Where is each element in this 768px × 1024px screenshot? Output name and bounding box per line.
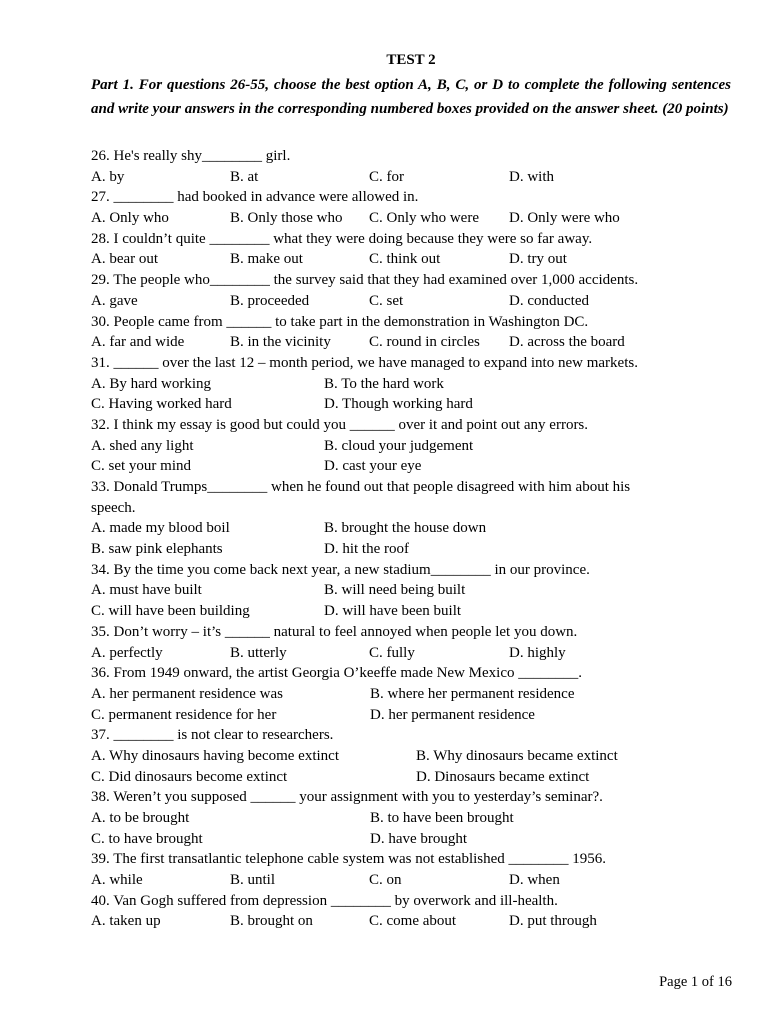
answer-option: D. put through (509, 913, 597, 930)
question-list (91, 146, 741, 932)
question-text: 30. People came from ______ to take part in the demonstration in Washington DC. (91, 313, 589, 330)
answer-option: C. to have brought (91, 830, 203, 847)
question-text: 33. Donald Trumps________ when he found out that people disagreed with him about his (91, 479, 631, 495)
answer-option: D. will have been built (324, 603, 462, 620)
answer-option: A. By hard working (91, 375, 211, 392)
answer-option: D. highly (509, 644, 566, 661)
answer-option: D. try out (509, 251, 567, 268)
answer-option: A. gave (91, 292, 138, 309)
answer-option: B. where her permanent residence (370, 685, 575, 702)
answer-option: C. Having worked hard (91, 396, 232, 413)
answer-option: A. far and wide (91, 334, 185, 351)
answer-option: B. make out (230, 251, 303, 268)
question-text: 27. ________ had booked in advance were allowed in. (91, 189, 419, 206)
question-stem-continued (91, 498, 741, 519)
options-row (91, 539, 741, 560)
question-text: 36. From 1949 onward, the artist Georgia O’keeffe made New Mexico ________. (91, 665, 582, 682)
options-row (91, 249, 741, 270)
question-text: 38. Weren’t you supposed ______ your assignment with you to yesterday’s seminar?. (91, 789, 603, 806)
answer-option: D. Though working hard (324, 396, 473, 413)
options-row (91, 374, 741, 395)
question-text: 39. The first transatlantic telephone cable system was not established ________ 1956. (91, 851, 607, 868)
question-text: 29. The people who________ the survey said that they had examined over 1,000 accidents. (91, 272, 639, 289)
options-row (91, 436, 741, 457)
answer-option: D. across the board (509, 334, 625, 351)
answer-option: B. cloud your judgement (324, 437, 474, 454)
answer-option: A. bear out (91, 251, 159, 268)
question-text: 32. I think my essay is good but could you ______ over it and point out any errors. (91, 416, 589, 433)
options-row (91, 808, 741, 829)
answer-option: B. proceeded (230, 292, 310, 309)
question-stem (91, 622, 741, 643)
question-text: speech. (91, 499, 136, 516)
answer-option: C. permanent residence for her (91, 706, 277, 723)
answer-option: C. fully (369, 644, 415, 661)
options-row (91, 643, 741, 664)
answer-option: A. taken up (91, 913, 161, 930)
answer-option: A. Why dinosaurs having become extinct (91, 747, 339, 764)
answer-option: B. Why dinosaurs became extinct (416, 747, 618, 764)
answer-option: D. have brought (370, 830, 468, 847)
answer-option: A. made my blood boil (91, 520, 230, 537)
answer-option: B. at (230, 168, 259, 185)
question-text: 26. He's really shy________ girl. (91, 148, 291, 164)
options-row (91, 705, 741, 726)
options-row (91, 167, 741, 188)
question-stem (91, 415, 741, 436)
question-text: 37. ________ is not clear to researchers. (91, 727, 334, 744)
answer-option: C. Did dinosaurs become extinct (91, 768, 288, 785)
answer-option: C. set your mind (91, 458, 191, 475)
question-stem (91, 270, 741, 291)
question-stem (91, 663, 741, 684)
options-row (91, 208, 741, 229)
test-title: TEST 2 (386, 52, 436, 68)
options-row (91, 456, 741, 477)
question-stem (91, 891, 741, 912)
options-row (91, 870, 741, 891)
options-row (91, 911, 741, 932)
answer-option: C. round in circles (369, 334, 480, 351)
answer-option: C. for (369, 168, 404, 185)
answer-option: B. will need being built (324, 582, 466, 599)
answer-option: C. will have been building (91, 603, 250, 620)
question-text: 40. Van Gogh suffered from depression ________ by overwork and ill-health. (91, 892, 558, 909)
options-row (91, 601, 741, 622)
answer-option: A. to be brought (91, 810, 190, 826)
question-stem (91, 353, 741, 374)
question-stem (91, 560, 741, 581)
answer-option: A. perfectly (91, 644, 163, 661)
answer-option: D. Dinosaurs became extinct (416, 768, 590, 785)
options-row (91, 332, 741, 353)
question-stem (91, 146, 741, 167)
options-row (91, 767, 741, 788)
answer-option: B. utterly (230, 644, 287, 661)
options-row (91, 829, 741, 850)
question-stem (91, 849, 741, 870)
answer-option: B. in the vicinity (230, 334, 331, 351)
page-number: Page 1 of 16 (659, 974, 732, 990)
answer-option: D. with (509, 168, 554, 185)
answer-option: C. Only who were (369, 210, 479, 227)
answer-option: D. cast your eye (324, 458, 422, 475)
options-row (91, 684, 741, 705)
question-text: 28. I couldn’t quite ________ what they were doing because they were so far away. (91, 230, 593, 247)
answer-option: B. to have been brought (370, 810, 514, 826)
question-stem (91, 229, 741, 250)
answer-option: A. shed any light (91, 437, 194, 454)
answer-option: C. come about (369, 913, 457, 930)
answer-option: B. brought the house down (324, 520, 487, 537)
options-row (91, 746, 741, 767)
answer-option: A. Only who (91, 210, 169, 227)
answer-option: C. set (369, 292, 404, 309)
answer-option: A. while (91, 872, 143, 889)
answer-option: B. Only those who (230, 210, 343, 227)
question-text: 31. ______ over the last 12 – month period, we have managed to expand into new markets. (91, 354, 638, 371)
answer-option: A. must have built (91, 582, 202, 599)
answer-option: C. think out (369, 251, 441, 268)
options-row (91, 580, 741, 601)
options-row (91, 518, 741, 539)
question-text: 35. Don’t worry – it’s ______ natural to feel annoyed when people let you down. (91, 623, 578, 640)
options-row (91, 291, 741, 312)
answer-option: C. on (369, 872, 402, 889)
answer-option: D. conducted (509, 292, 589, 309)
answer-option: B. To the hard work (324, 375, 444, 392)
answer-option: A. her permanent residence was (91, 685, 283, 702)
question-stem (91, 312, 741, 333)
question-stem (91, 187, 741, 208)
answer-option: B. brought on (230, 913, 313, 930)
question-stem (91, 725, 741, 746)
answer-option: D. her permanent residence (370, 706, 535, 723)
answer-option: B. until (230, 872, 276, 889)
part-instruction: Part 1. For questions 26-55, choose the best option A, B, C, or D to complete the following sentences and write your answers in the corresponding numbered boxes provided on the answer sheet. (20 points) (91, 77, 731, 117)
answer-option: D. hit the roof (324, 541, 409, 558)
question-stem (91, 477, 741, 498)
answer-option: D. Only were who (509, 210, 620, 227)
answer-option: B. saw pink elephants (91, 541, 223, 558)
question-text: 34. By the time you come back next year, a new stadium________ in our province. (91, 561, 590, 578)
question-stem (91, 787, 741, 808)
answer-option: A. by (91, 168, 125, 185)
options-row (91, 394, 741, 415)
answer-option: D. when (509, 872, 560, 889)
